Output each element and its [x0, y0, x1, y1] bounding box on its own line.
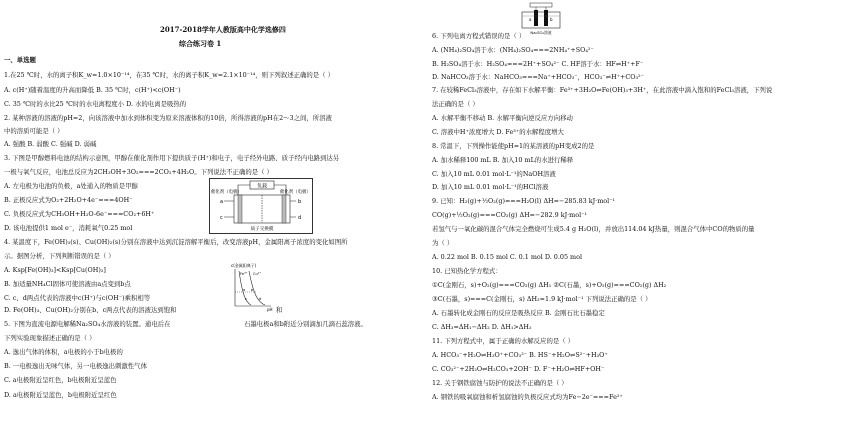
right-electrode-label: 催化剂（电极）	[280, 190, 311, 195]
question-4-stem-cont: 示。据图分析，下列判断错误的是（ ）	[4, 252, 115, 260]
question-10-equations-12: ①C(金刚石，s)+O₂(g)===CO₂(g) ΔH₁ ②C(石墨，s)+O₂(g)===CO₂(g) ΔH₂	[432, 281, 667, 289]
question-4-option-c: C. c、d两点代表的溶液中c(H⁺)与c(OH⁻)乘积相等	[4, 294, 151, 302]
fuel-cell-diagram	[209, 178, 313, 234]
question-12-stem: 12. 关于钢铁腐蚀与防护的说法不正确的是（ ）	[432, 379, 568, 387]
fe-curve-label: Fe³⁺	[240, 272, 248, 276]
question-2-stem-cont: 中的溶质可能是（ ）	[4, 127, 64, 135]
question-7-stem-cont: 法正确的是（ ）	[432, 100, 479, 108]
question-7-options-ab: A. 水解平衡不移动 B. 水解平衡向逆反应方向移动	[432, 114, 573, 122]
point-a-label: a	[243, 288, 246, 292]
solubility-x-axis-label: pH	[267, 307, 273, 312]
question-6-stem: 6. 下列电离方程式错误的是（ ）	[432, 32, 526, 40]
page-title: 2017-2018学年人教版高中化学选修四	[160, 25, 286, 34]
question-3-option-b: B. 正极反应式为O₂+2H₂O+4e⁻===4OH⁻	[4, 196, 133, 204]
question-10-stem: 10. 已知热化学方程式：	[432, 267, 502, 275]
question-10-options-ab: A. 石墨转化成金刚石的反应是吸热反应 B. 金刚石比石墨稳定	[432, 309, 605, 317]
solution-label: Na₂SO₄溶液	[530, 30, 552, 35]
question-4-option-d-and: 和	[276, 306, 283, 314]
question-3-stem-cont: 一极与氧气反应，电池总反应为2CH₃OH+3O₂===2CO₂+4H₂O。下列说法不正确的是（ ）	[4, 168, 273, 176]
question-8-stem: 8. 常温下，下列操作能使pH=1的某溶液的pH变成2的是	[432, 142, 595, 150]
question-5-option-c: C. a电极附近呈红色，b电极附近呈蓝色	[4, 376, 117, 384]
left-electrode-label: 催化剂（电极）	[211, 190, 242, 195]
point-b-label: b	[251, 288, 254, 292]
question-5-stem: 5. 下图为直流电源电解稀Na₂SO₄水溶液的装置。通电后在	[4, 320, 171, 328]
inlet-a-label: a	[220, 199, 224, 205]
question-9-options: A. 0.22 mol B. 0.15 mol C. 0.1 mol D. 0.05 mol	[432, 253, 582, 261]
section-heading: 一、单选题	[4, 56, 36, 64]
inlet-b-label: b	[298, 199, 302, 205]
question-11-options-ab: A. HCO₃⁻+H₂O⇌H₃O⁺+CO₃²⁻ B. HS⁻+H₂O⇌S²⁻+H₃O⁺	[432, 351, 608, 359]
question-10-equation-3: ③C(石墨，s)===C(金刚石，s) ΔH₃=1.9 kJ·mol⁻¹ 下列说法正确的是（ ）	[432, 295, 652, 303]
question-5-option-d: D. a电极附近呈蓝色，b电极附近呈红色	[4, 391, 117, 399]
question-8-options-ab: A. 加水稀释100 mL B. 加入10 mL的水进行稀释	[432, 156, 574, 164]
membrane-label: 质子交换膜	[250, 227, 274, 232]
question-8-option-d: D. 加入10 mL 0.01 mol·L⁻¹的HCl溶液	[432, 183, 549, 191]
cu-curve-label: Cu²⁺	[253, 272, 262, 276]
page-subtitle: 综合练习卷 1	[179, 39, 222, 48]
question-3-option-a: A. 左电极为电池的负极，a处通入的物质是甲醇	[4, 182, 138, 190]
question-6-options-bc: B. H₂SO₄溶于水：H₂SO₄===2H⁺+SO₄²⁻ C. HF溶于水：HF⇌H⁺+F⁻	[432, 60, 644, 68]
electrode-a-label: a	[529, 17, 532, 22]
question-2-options: A. 强酸 B. 弱酸 C. 强碱 D. 弱碱	[4, 140, 97, 148]
point-d-label: d	[259, 297, 262, 301]
question-11-stem: 11. 下列方程式中，属于正确的水解反应的是（ ）	[432, 337, 575, 345]
question-9-stem-cont: 为（ ）	[432, 239, 454, 247]
point-c-label: c	[245, 297, 247, 301]
question-5-stem-cont: 下列实验现象描述正确的是（ ）	[4, 334, 96, 342]
question-9-stem: 若氢气与一氧化碳的混合气体完全燃烧可生成5.4 g H₂O(l)，并放出114.04 kJ热量，则混合气体中CO的物质的量	[432, 225, 755, 233]
question-5-stem-tail: 石墨电极a和b附近分别滴加几滴石蕊溶液。	[244, 320, 367, 328]
question-5-option-a: A. 逸出气体的体积，a电极的小于b电极的	[4, 348, 123, 356]
load-label: 负载	[256, 183, 268, 190]
outlet-c-label: c	[220, 215, 223, 221]
question-12-option-a: A. 钢铁的吸氧腐蚀和析氢腐蚀的负极反应式均为Fe−2e⁻===Fe²⁺	[432, 393, 623, 401]
question-4-stem: 4. 某温度下，Fe(OH)₃(s)、Cu(OH)₂(s)分别在溶液中达到沉淀溶解平衡后，改变溶液pH，金属阳离子浓度的变化如图所	[4, 238, 348, 246]
question-8-option-c: C. 加入10 mL 0.01 mol·L⁻¹的NaOH溶液	[432, 170, 556, 178]
question-9-equation-1: 9. 已知：H₂(g)+½O₂(g)===H₂O(l) ΔH=−285.83 kJ·mol⁻¹	[432, 197, 616, 205]
electrolysis-diagram	[518, 2, 564, 36]
question-7-options-cd: C. 溶液中H⁺浓度增大 D. Fe³⁺的水解程度增大	[432, 128, 564, 136]
question-2-stem: 2. 某种溶液的溶液的pH=2，向该溶液中加水到体积变为原来溶液体积的10倍，所得溶液的pH在2～3之间，所溶液	[4, 114, 332, 122]
question-3-option-d: D. 该电池提供1 mol e⁻，消耗氧气0.25 mol	[4, 224, 133, 232]
electrode-b-label: b	[550, 17, 553, 22]
question-3-stem: 3. 下图是甲醇燃料电池的结构示意图，甲醇在催化剂作用下提供质子(H⁺)和电子，电子经外电路、质子经内电路到达另	[4, 154, 340, 162]
question-1-options-ab: A. c(H⁺)随着温度的升高而降低 B. 35 ℃时，c(H⁺)<c(OH⁻)	[4, 86, 181, 94]
solubility-curve-diagram	[229, 262, 273, 312]
question-5-option-b: B. 一电极逸出无味气体，另一电极逸出刺激性气体	[4, 362, 147, 370]
outlet-d-label: d	[298, 215, 302, 221]
question-6-option-d: D. NaHCO₃溶于水：NaHCO₃===Na⁺+HCO₃⁻，HCO₃⁻⇌H⁺+CO₃²⁻	[432, 73, 644, 81]
question-7-stem: 7. 在较稀FeCl₃溶液中，存在如下水解平衡：Fe³⁺+3H₂O⇌Fe(OH)₃+3H⁺，在此溶液中滴入饱和的FeCl₃溶液，下列说	[432, 86, 773, 94]
question-9-equation-2: CO(g)+½O₂(g)===CO₂(g) ΔH=−282.9 kJ·mol⁻¹	[432, 211, 588, 219]
question-4-option-d: D. Fe(OH)₃、Cu(OH)₂分别在b、c两点代表的溶液达到饱和	[4, 306, 177, 314]
question-1-options-cd: C. 35 ℃时的水比25 ℃时的水电离程度小 D. 水的电离是吸热的	[4, 100, 187, 108]
question-4-option-a: A. Ksp[Fe(OH)₃]<Ksp[Cu(OH)₂]	[4, 266, 106, 274]
question-4-option-b: B. 加适量NH₄Cl固体可使溶液由a点变到b点	[4, 280, 131, 288]
question-10-options-cd: C. ΔH₃=ΔH₁−ΔH₂ D. ΔH₁>ΔH₂	[432, 323, 532, 331]
question-1-stem: 1.在25 ℃时，水的离子积K_w=1.0×10⁻¹⁴，在35 ℃时，水的离子积K_w=2.1×10⁻¹⁴，则下列叙述正确的是（ ）	[4, 71, 334, 79]
question-11-options-cd: C. CO₃²⁻+2H₂O⇌H₂CO₃+2OH⁻ D. F⁻+H₂O⇌HF+OH⁻	[432, 365, 605, 373]
question-3-option-c: C. 负极反应式为CH₃OH+H₂O-6e⁻===CO₂+6H⁺	[4, 210, 155, 218]
question-6-option-a: A. (NH₄)₂SO₄溶于水：(NH₄)₂SO₄===2NH₄⁺+SO₄²⁻	[432, 46, 594, 54]
solubility-y-axis-label: c(金属阳离子)	[231, 263, 257, 268]
